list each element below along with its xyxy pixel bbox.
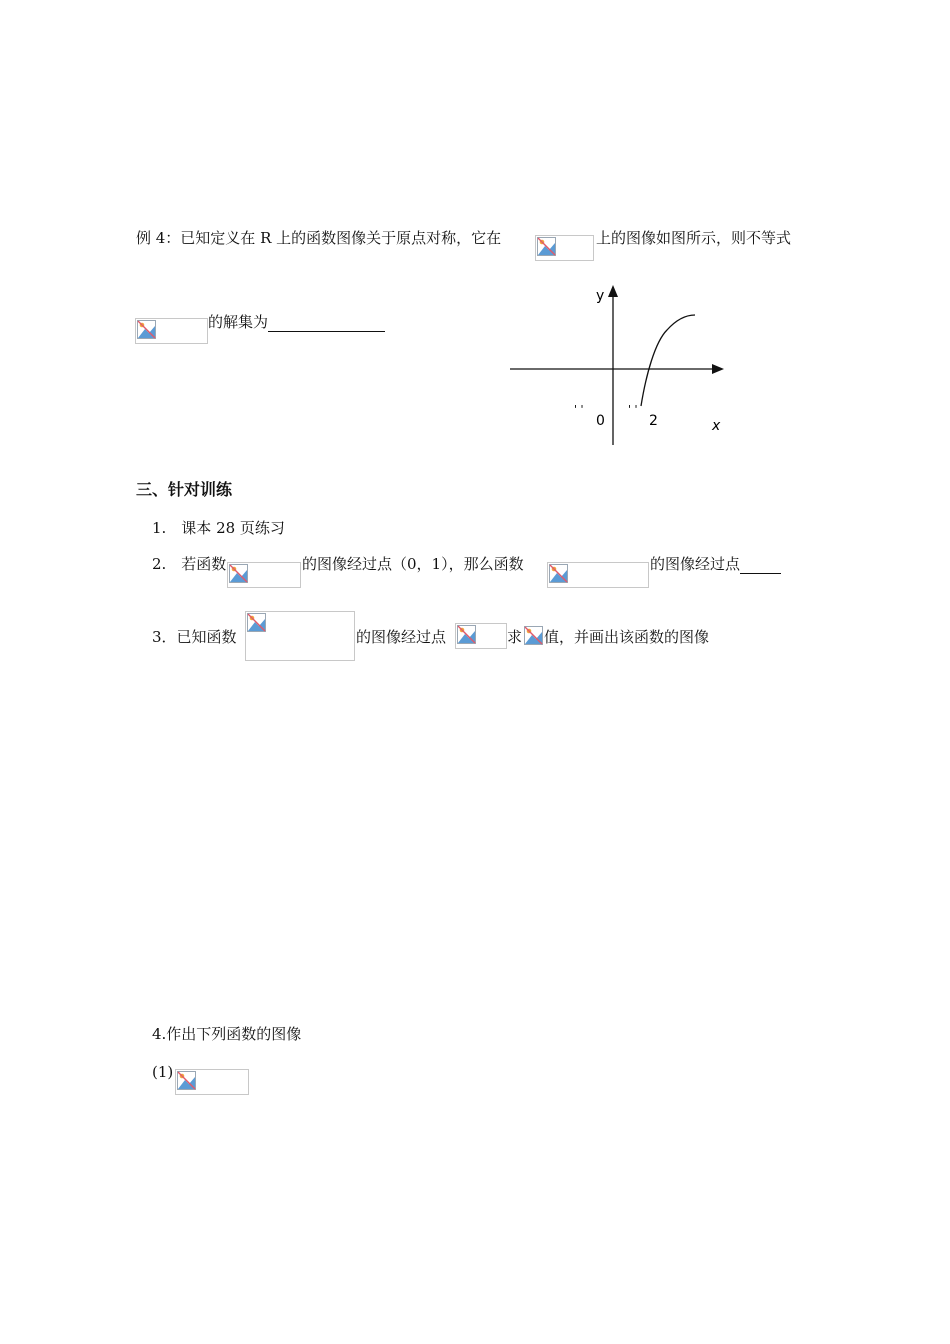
item-2-prefix: 2. 若函数 — [152, 555, 227, 573]
x-axis-arrow — [712, 364, 724, 374]
formula-image-function-b — [547, 562, 649, 588]
broken-image-icon — [524, 626, 543, 645]
formula-image-function-a — [227, 562, 301, 588]
example4-suffix: 上的图像如图所示，则不等式 — [596, 229, 792, 247]
example4-line1 — [136, 228, 501, 248]
solution-set-label: 的解集为 — [208, 313, 269, 331]
formula-image-point — [455, 623, 507, 649]
item-3-mid: 的图像经过点 — [356, 628, 447, 646]
formula-image-function-c — [245, 611, 355, 661]
x-axis-label: x — [712, 418, 721, 434]
function-graph — [505, 280, 735, 450]
formula-image-inequality — [135, 318, 208, 344]
example4-prefix: 例 4：已知定义在 R 上的函数图像关于原点对称，它在 — [136, 229, 502, 247]
item-2-end — [650, 554, 781, 574]
item-4-sub-1: (1) — [152, 1063, 174, 1081]
broken-image-icon — [229, 564, 248, 583]
tick-marks-right: ' ' — [628, 403, 638, 416]
item-4: 4.作出下列函数的图像 — [152, 1025, 302, 1043]
y-axis-arrow — [608, 285, 618, 297]
broken-image-icon — [457, 625, 476, 644]
section-title: 三、针对训练 — [136, 480, 233, 499]
answer-blank — [268, 317, 385, 332]
item-2-mid: 的图像经过点（0，1），那么函数 — [302, 555, 524, 573]
y-axis-label: y — [596, 288, 605, 304]
origin-label: 0 — [596, 413, 605, 429]
tick-label-2: 2 — [649, 413, 658, 429]
broken-image-icon — [549, 564, 568, 583]
example4-line1-end — [596, 228, 791, 248]
formula-image-param — [523, 625, 544, 647]
answer-blank — [740, 559, 781, 574]
example4-line2 — [208, 312, 385, 332]
tick-marks-left: ' ' — [574, 403, 584, 416]
item-3-prefix: 3．已知函数 — [152, 628, 237, 646]
item-1: 1. 课本 28 页练习 — [152, 519, 285, 537]
broken-image-icon — [537, 237, 556, 256]
formula-image-interval — [535, 235, 594, 261]
formula-image-function-d — [175, 1069, 249, 1095]
broken-image-icon — [247, 613, 266, 632]
broken-image-icon — [177, 1071, 196, 1090]
broken-image-icon — [137, 320, 156, 339]
item-2-suffix: 的图像经过点 — [650, 555, 741, 573]
item-3-mid2: 求 — [507, 628, 523, 646]
item-3-suffix: 值，并画出该函数的图像 — [544, 628, 710, 646]
curve — [641, 315, 695, 406]
